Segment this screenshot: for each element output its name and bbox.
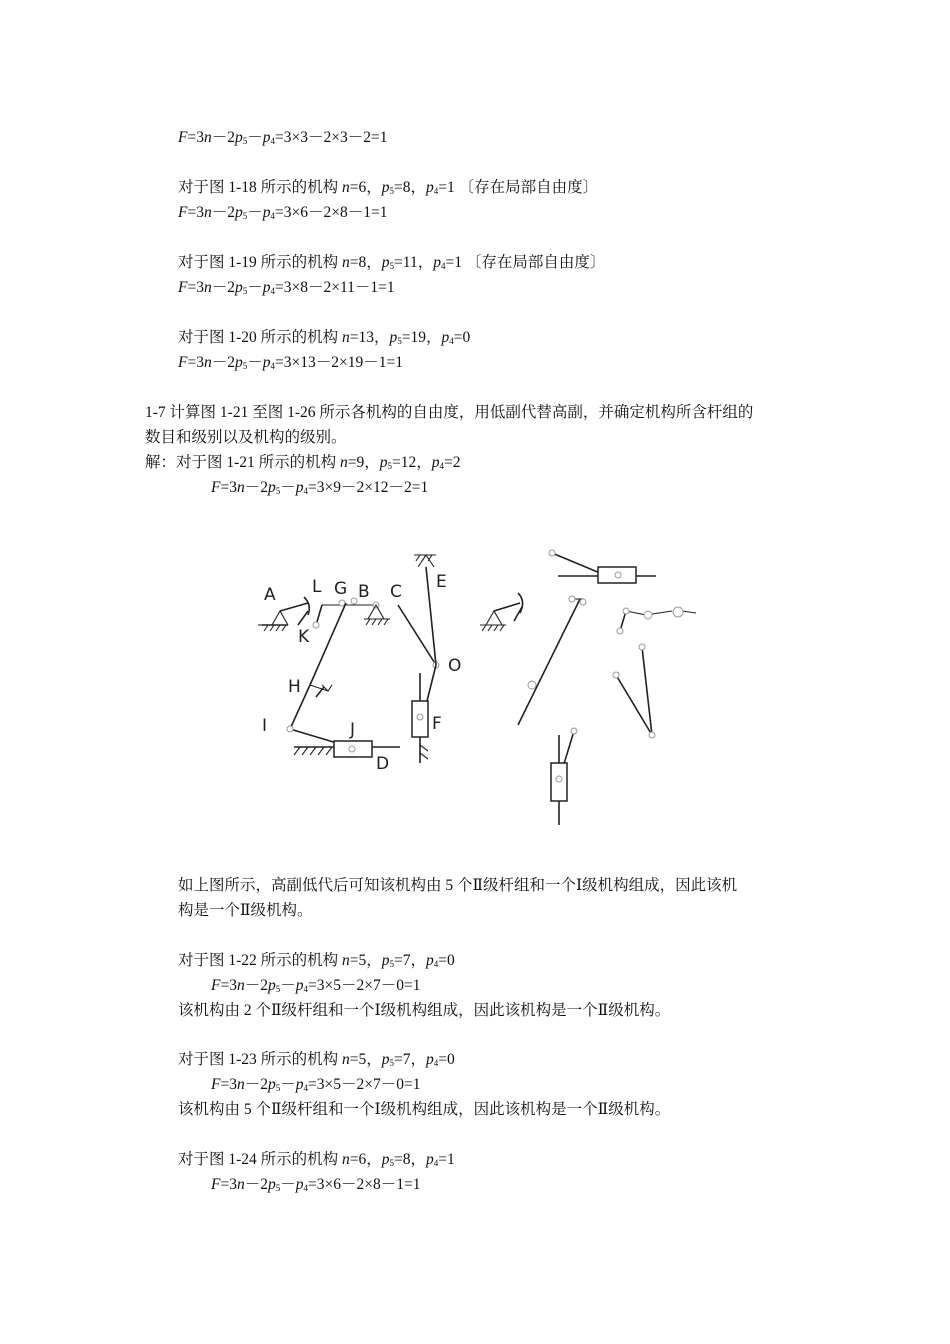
formula-1-19: $F=3n-2p_5-p_4=3\times 8-2\times 11-1=1$ bbox=[178, 279, 395, 296]
label-l: L bbox=[312, 577, 322, 597]
formula-1-21: $F=3n-2p_5-p_4=3\times 9-2\times 12-2=1$ bbox=[211, 479, 429, 496]
label-j: J bbox=[350, 720, 356, 740]
text-fig-1-19: 对于图 1-19 所示的机构 n=8，$p_5=11$，$p_4=1$ 〔存在局部自由度〕 bbox=[178, 254, 606, 271]
conclusion-1-22: 该机构由 2 个Ⅱ级杆组和一个Ⅰ级机构组成，因此该机构是一个Ⅱ级机构。 bbox=[178, 1002, 671, 1019]
label-i: I bbox=[262, 716, 268, 736]
label-d: D bbox=[376, 754, 390, 774]
label-h: H bbox=[288, 677, 301, 697]
joint-k bbox=[313, 622, 319, 628]
crank-copy bbox=[494, 603, 520, 611]
group-slider-link bbox=[552, 553, 600, 573]
label-a: A bbox=[264, 585, 276, 605]
group-long-link bbox=[518, 599, 580, 725]
formula-1-17: $F=3n-2p_5-p_4=3\times 3-2\times 3-2=1$ bbox=[178, 129, 388, 146]
text-fig-1-22: 对于图 1-22 所示的机构 n=5，$p_5=7$，$p_4=0$ bbox=[178, 952, 455, 969]
conclusion-1-23: 该机构由 5 个Ⅱ级杆组和一个Ⅰ级机构组成，因此该机构是一个Ⅱ级机构。 bbox=[178, 1101, 671, 1118]
formula-1-24: $F=3n-2p_5-p_4=3\times 6-2\times 8-1=1$ bbox=[211, 1176, 421, 1193]
question-1-7-line2: 数目和级别以及机构的级别。 bbox=[145, 429, 347, 446]
label-f: F bbox=[432, 714, 442, 734]
formula-1-22: $F=3n-2p_5-p_4=3\times 5-2\times 7-0=1$ bbox=[211, 977, 421, 994]
analysis-line1: 如上图所示，高副低代后可知该机构由 5 个Ⅱ级杆组和一个Ⅰ级机构组成，因此该机 bbox=[178, 877, 738, 894]
formula-1-18: $F=3n-2p_5-p_4=3\times 6-2\times 8-1=1$ bbox=[178, 204, 388, 221]
text-fig-1-23: 对于图 1-23 所示的机构 n=5，$p_5=7$，$p_4=0$ bbox=[178, 1051, 455, 1068]
link-gh bbox=[310, 603, 346, 685]
analysis-line2: 构是一个Ⅱ级机构。 bbox=[178, 902, 313, 919]
label-g: G bbox=[334, 579, 348, 599]
label-c: C bbox=[390, 582, 402, 602]
label-k: K bbox=[298, 627, 310, 647]
formula-1-20: $F=3n-2p_5-p_4=3\times 13-2\times 19-1=1$ bbox=[178, 354, 403, 371]
question-1-7-line1: 1-7 计算图 1-21 至图 1-26 所示各机构的自由度，用低副代替高副，并确定机构所含杆组的 bbox=[145, 404, 754, 421]
joint-g bbox=[339, 600, 345, 606]
solution-fig-1-21: 解：对于图 1-21 所示的机构 n=9，$p_5=12$，$p_4=2$ bbox=[145, 454, 461, 471]
mechanism-figure-1-21 bbox=[250, 545, 710, 830]
text-fig-1-18: 对于图 1-18 所示的机构 n=6，$p_5=8$，$p_4=1$ 〔存在局部自由度〕 bbox=[178, 179, 599, 196]
text-fig-1-24: 对于图 1-24 所示的机构 n=6，$p_5=8$，$p_4=1$ bbox=[178, 1151, 455, 1168]
crank-ak bbox=[280, 603, 308, 611]
label-b: B bbox=[358, 582, 370, 602]
joint-i bbox=[287, 726, 293, 732]
formula-1-23: $F=3n-2p_5-p_4=3\times 5-2\times 7-0=1$ bbox=[211, 1076, 421, 1093]
label-o: O bbox=[448, 656, 462, 676]
label-e: E bbox=[436, 572, 447, 592]
text-fig-1-20: 对于图 1-20 所示的机构 n=13，$p_5=19$，$p_4=0$ bbox=[178, 329, 471, 346]
